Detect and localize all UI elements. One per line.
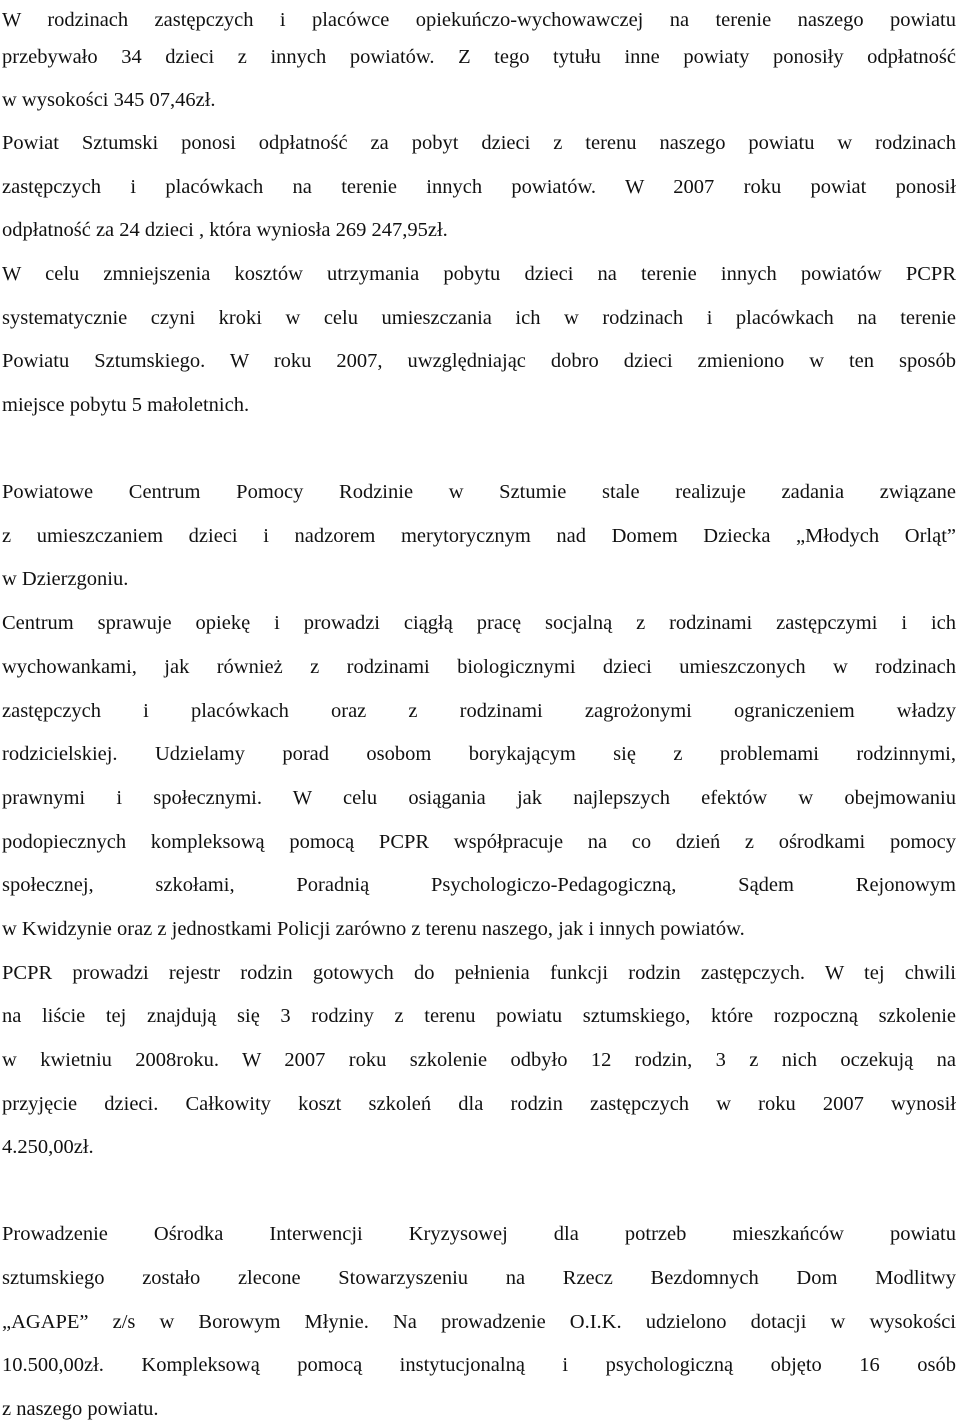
text-line: Powiat Sztumski ponosi odpłatność za pobyt dzieci z terenu naszego powiatu w rodzinach bbox=[2, 132, 956, 154]
text-line: systematycznie czyni kroki w celu umieszczania ich w rodzinach i placówkach na terenie bbox=[2, 307, 956, 329]
text-line: odpłatność za 24 dzieci , która wyniosła 269 247,95zł. bbox=[2, 219, 448, 241]
text-line: z naszego powiatu. bbox=[2, 1398, 159, 1420]
text-line: Prowadzenie Ośrodka Interwencji Kryzysowej dla potrzeb mieszkańców powiatu bbox=[2, 1223, 956, 1245]
text-line: Powiatu Sztumskiego. W roku 2007, uwzględniając dobro dzieci zmieniono w ten sposób bbox=[2, 350, 956, 372]
text-line: społecznej, szkołami, Poradnią Psychologiczo-Pedagogiczną, Sądem Rejonowym bbox=[2, 874, 956, 896]
text-line: W rodzinach zastępczych i placówce opiekuńczo-wychowawczej na terenie naszego powiatu bbox=[2, 9, 956, 31]
text-line: wychowankami, jak również z rodzinami biologicznymi dzieci umieszczonych w rodzinach bbox=[2, 656, 956, 678]
text-line: Powiatowe Centrum Pomocy Rodzinie w Sztumie stale realizuje zadania związane bbox=[2, 481, 956, 503]
text-line: podopiecznych kompleksową pomocą PCPR współpracuje na co dzień z ośrodkami pomocy bbox=[2, 831, 956, 853]
text-line: w Dzierzgoniu. bbox=[2, 568, 129, 590]
text-line: Centrum sprawuje opiekę i prowadzi ciągłą pracę socjalną z rodzinami zastępczymi i ich bbox=[2, 612, 956, 634]
text-line: w Kwidzynie oraz z jednostkami Policji zarówno z terenu naszego, jak i innych powiatów. bbox=[2, 918, 745, 940]
text-line: 4.250,00zł. bbox=[2, 1136, 94, 1158]
text-line: W celu zmniejszenia kosztów utrzymania pobytu dzieci na terenie innych powiatów PCPR bbox=[2, 263, 956, 285]
text-line: na liście tej znajdują się 3 rodziny z terenu powiatu sztumskiego, które rozpoczną szkolenie bbox=[2, 1005, 956, 1027]
text-line: sztumskiego zostało zlecone Stowarzyszeniu na Rzecz Bezdomnych Dom Modlitwy bbox=[2, 1267, 956, 1289]
text-line: z umieszczaniem dzieci i nadzorem merytorycznym nad Domem Dziecka „Młodych Orląt” bbox=[2, 525, 956, 547]
text-line: rodzicielskiej. Udzielamy porad osobom borykającym się z problemami rodzinnymi, bbox=[2, 743, 956, 765]
text-line: „AGAPE” z/s w Borowym Młynie. Na prowadzenie O.I.K. udzielono dotacji w wysokości bbox=[2, 1311, 956, 1333]
text-line: PCPR prowadzi rejestr rodzin gotowych do pełnienia funkcji rodzin zastępczych. W tej chwili bbox=[2, 962, 956, 984]
text-line: zastępczych i placówkach na terenie innych powiatów. W 2007 roku powiat ponosił bbox=[2, 176, 956, 198]
text-line: przebywało 34 dzieci z innych powiatów. Z tego tytułu inne powiaty ponosiły odpłatność bbox=[2, 46, 956, 68]
text-line: prawnymi i społecznymi. W celu osiągania jak najlepszych efektów w obejmowaniu bbox=[2, 787, 956, 809]
text-line: w kwietniu 2008roku. W 2007 roku szkolenie odbyło 12 rodzin, 3 z nich oczekują na bbox=[2, 1049, 956, 1071]
text-line: miejsce pobytu 5 małoletnich. bbox=[2, 394, 250, 416]
text-line: przyjęcie dzieci. Całkowity koszt szkoleń dla rodzin zastępczych w roku 2007 wynosił bbox=[2, 1093, 956, 1115]
text-line: zastępczych i placówkach oraz z rodzinami zagrożonymi ograniczeniem władzy bbox=[2, 700, 956, 722]
text-line: 10.500,00zł. Kompleksową pomocą instytucjonalną i psychologiczną objęto 16 osób bbox=[2, 1354, 956, 1376]
text-line: w wysokości 345 07,46zł. bbox=[2, 89, 216, 111]
